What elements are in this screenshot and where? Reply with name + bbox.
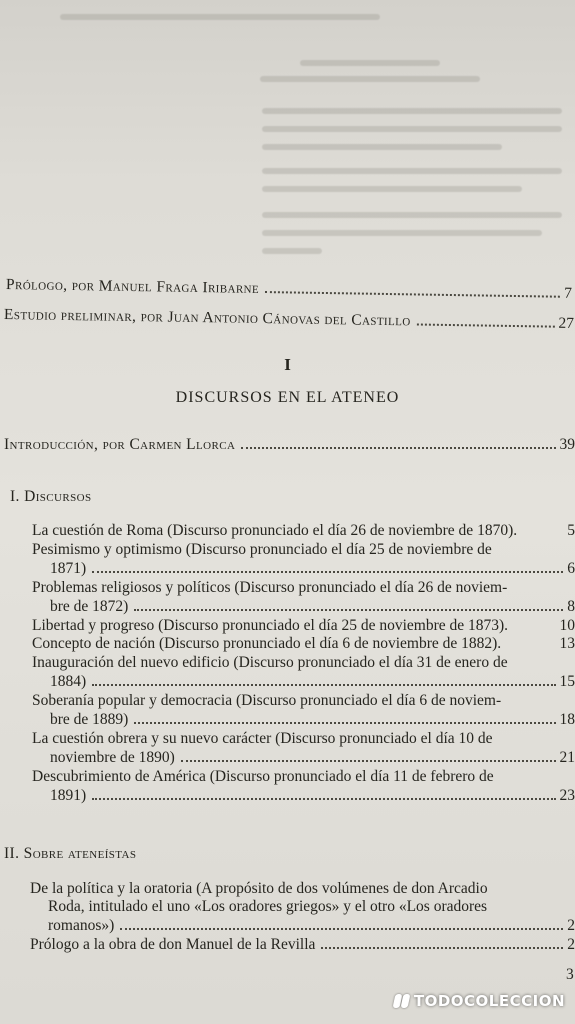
toc-entry-line: Soberanía popular y democracia (Discurso pronunciado el día 6 de noviem- (32, 692, 502, 709)
toc-entry-label: Concepto de nación (Discurso pronunciado el día 6 de noviembre de 1882). (32, 635, 502, 652)
todocoleccion-logo-icon (394, 994, 410, 1008)
toc-entry-estudio (4, 306, 574, 333)
show-through-text (0, 0, 575, 260)
toc-entry (50, 749, 575, 767)
toc-entry (50, 560, 575, 578)
leader-dots (92, 571, 563, 573)
toc-entry-line: La cuestión obrera y su nuevo carácter (Discurso pronunciado el día 10 de (32, 730, 493, 747)
toc-entry (50, 787, 575, 805)
toc-page-number: 10 (559, 617, 575, 634)
leader-dots (321, 947, 563, 949)
toc-page-number: 2 (567, 936, 575, 953)
toc-entry-line: Problemas religiosos y políticos (Discurso pronunciado el día 26 de noviem- (32, 579, 508, 596)
toc-entry-introduccion (4, 436, 575, 454)
leader-dots (92, 798, 555, 800)
toc-entry-label: 1891) (50, 787, 87, 804)
toc-entry-label: Estudio preliminar, por Juan Antonio Cánovas del Castillo (3, 306, 411, 330)
toc-entry-label: La cuestión de Roma (Discurso pronunciado el día 26 de noviembre de 1870). (32, 522, 518, 539)
toc-entry-line: Descubrimiento de América (Discurso pronunciado el día 11 de febrero de (32, 768, 494, 785)
toc-entry (50, 598, 575, 616)
toc-entry-line: De la política y la oratoria (A propósito de dos volúmenes de don Arcadio (30, 880, 488, 897)
toc-entry-label: romanos») (48, 917, 115, 934)
toc-entry-label: bre de 1872) (50, 598, 129, 615)
toc-entry (32, 522, 575, 540)
leader-dots (417, 323, 555, 327)
toc-page-number: 15 (559, 673, 575, 690)
toc-entry-line: Inauguración del nuevo edificio (Discurso pronunciado el día 31 de enero de (32, 654, 508, 671)
toc-entry (32, 635, 575, 653)
toc-entry-label: Libertad y progreso (Discurso pronunciado el día 25 de noviembre de 1873). (32, 617, 509, 634)
part-numeral: I (284, 355, 291, 374)
watermark (394, 992, 565, 1010)
toc-page-number: 18 (559, 711, 575, 728)
section-heading-ateneistas: II. Sobre ateneístas (4, 845, 137, 862)
toc-entry-label: bre de 1889) (50, 711, 129, 728)
toc-entry (32, 617, 575, 635)
toc-page-number: 13 (559, 635, 575, 652)
leader-dots (134, 722, 555, 724)
toc-page-number: 23 (559, 787, 575, 804)
toc-entry (30, 936, 575, 954)
toc-page-number: 6 (567, 560, 575, 577)
toc-entry-label: Prólogo, por Manuel Fraga Iribarne (5, 276, 260, 297)
toc-page-number: 39 (559, 436, 575, 453)
toc-page-number: 7 (564, 284, 573, 302)
toc-page-number: 21 (559, 749, 575, 766)
toc-entry-label: noviembre de 1890) (50, 749, 175, 766)
toc-page-number: 8 (567, 598, 575, 615)
toc-entry-line: Pesimismo y optimismo (Discurso pronunciado el día 25 de noviembre de (32, 541, 492, 558)
toc-page-number: 5 (567, 522, 575, 539)
leader-dots (134, 609, 563, 611)
section-heading-discursos: I. Discursos (10, 488, 92, 505)
toc-page-number: 2 (567, 917, 575, 934)
toc-entry (48, 917, 575, 935)
toc-entry-prologo (6, 276, 572, 303)
part-title: DISCURSOS EN EL ATENEO (175, 389, 400, 406)
leader-dots (181, 760, 556, 762)
toc-page-number: 3 (566, 966, 574, 983)
toc-entry-label: 1884) (50, 673, 87, 690)
leader-dots (120, 928, 563, 930)
toc-entry (50, 711, 575, 729)
toc-entry-label: Introducción, por Carmen Llorca (4, 436, 236, 453)
watermark-text: TODOCOLECCION (413, 992, 565, 1010)
toc-page-number: 27 (558, 314, 575, 332)
toc-entry-line: Roda, intitulado el uno «Los oradores griegos» y el otro «Los oradores (48, 898, 488, 915)
leader-dots (241, 447, 555, 449)
toc-entry-label: 1871) (50, 560, 87, 577)
toc-entry (50, 673, 575, 691)
leader-dots (265, 291, 560, 298)
toc-entry-label: Prólogo a la obra de don Manuel de la Revilla (30, 936, 316, 953)
leader-dots (92, 684, 555, 686)
